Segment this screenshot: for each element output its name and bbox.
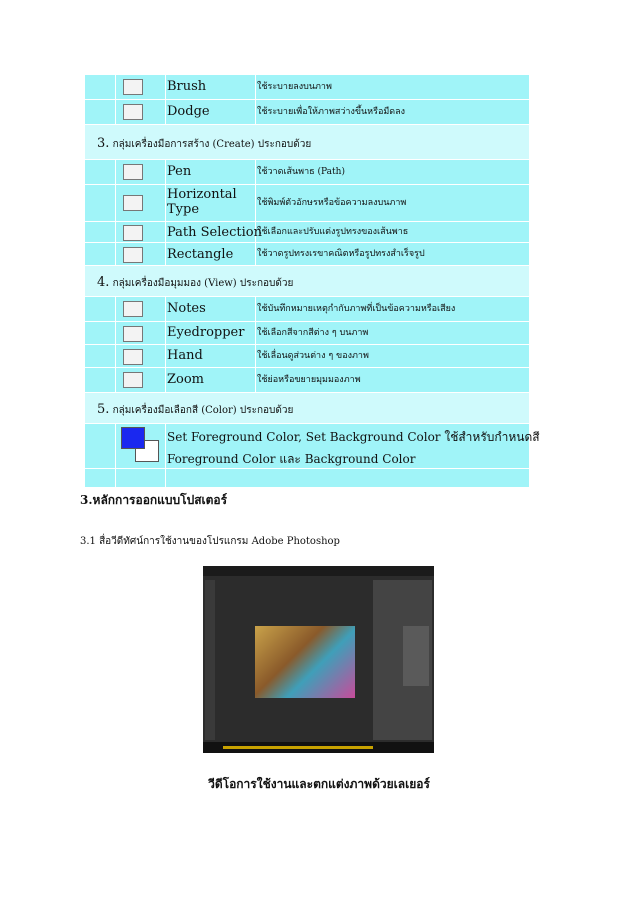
type-icon <box>123 195 143 211</box>
tool-desc: ใช้ระบายเพื่อให้ภาพสว่างขึ้นหรือมืดลง <box>257 107 406 117</box>
tool-name: Rectangle <box>167 247 234 262</box>
tool-desc: ใช้เลื่อนดูส่วนต่าง ๆ ของภาพ <box>257 351 369 361</box>
table-row <box>85 185 529 221</box>
tool-desc: ใช้พิมพ์ตัวอักษรหรือข้อความลงบนภาพ <box>257 198 407 208</box>
group-label: กลุ่มเครื่องมือการสร้าง (Create) ประกอบด้วย <box>112 139 312 150</box>
group-heading <box>97 402 293 418</box>
color-row-2: Foreground Color และ Background Color <box>167 452 416 466</box>
tool-desc: ใช้วาดรูปทรงเรขาคณิตหรือรูปทรงสำเร็จรูป <box>257 249 425 259</box>
table-row <box>85 345 529 367</box>
tool-desc: ใช้ย่อหรือขยายมุมมองภาพ <box>257 375 361 385</box>
hand-icon <box>123 349 143 365</box>
tool-name: Zoom <box>167 372 205 387</box>
tool-name: Notes <box>167 301 206 316</box>
path-selection-icon <box>123 225 143 241</box>
tool-desc: ใช้วาดเส้นพาธ (Path) <box>257 167 345 177</box>
tool-desc: ใช้บันทึกหมายเหตุกำกับภาพที่เป็นข้อความหรือเสียง <box>257 304 456 314</box>
tool-name: Eyedropper <box>167 325 245 340</box>
foreground-swatch-icon <box>121 427 145 449</box>
table-row <box>85 322 529 344</box>
tool-name: Horizontal Type <box>167 187 237 217</box>
brush-icon <box>123 79 143 95</box>
table-row <box>85 469 529 487</box>
tool-name: Brush <box>167 79 207 94</box>
table-row <box>85 75 529 99</box>
group-label: กลุ่มเครื่องมือเลือกสี (Color) ประกอบด้วย <box>112 405 294 416</box>
color-row-1: Set Foreground Color, Set Background Color ใช้สำหรับกำหนดสี <box>167 430 540 444</box>
dodge-icon <box>123 104 143 120</box>
group-label: กลุ่มเครื่องมือมุมมอง (View) ประกอบด้วย <box>112 278 294 289</box>
table-row <box>85 243 529 265</box>
table-row <box>85 297 529 321</box>
group-heading <box>97 136 311 152</box>
table-row <box>85 222 529 242</box>
subsection-title: 3.1 สื่อวีดีทัศน์การใช้งานของโปรแกรม Adobe Photoshop <box>80 536 340 547</box>
video-caption: วีดีโอการใช้งานและตกแต่งภาพด้วยเลเยอร์ <box>208 777 430 791</box>
table-row <box>85 160 529 184</box>
group-number: 4. <box>97 275 110 290</box>
tool-name: Pen <box>167 164 192 179</box>
photoshop-video-thumbnail[interactable] <box>203 566 434 753</box>
group-header <box>85 393 529 423</box>
tool-name: Path Selection <box>167 225 262 240</box>
group-number: 3. <box>97 136 110 151</box>
table-row <box>85 424 540 468</box>
tool-desc: ใช้ระบายลงบนภาพ <box>257 82 332 92</box>
tool-desc: ใช้เลือกและปรับแต่งรูปทรงของเส้นพาธ <box>257 227 409 237</box>
group-header <box>85 125 529 159</box>
tool-name: Hand <box>167 348 203 363</box>
tool-desc: ใช้เลือกสีจากสีต่าง ๆ บนภาพ <box>257 328 369 338</box>
notes-icon <box>123 301 143 317</box>
section-title: 3.หลักการออกแบบโปสเตอร์ <box>80 493 228 507</box>
pen-icon <box>123 164 143 180</box>
group-heading <box>97 275 293 291</box>
eyedropper-icon <box>123 326 143 342</box>
rectangle-icon <box>123 247 143 263</box>
table-row <box>85 100 529 124</box>
table-row <box>85 368 529 392</box>
zoom-icon <box>123 372 143 388</box>
group-header <box>85 266 529 296</box>
tool-name: Dodge <box>167 104 210 119</box>
group-number: 5. <box>97 402 110 417</box>
